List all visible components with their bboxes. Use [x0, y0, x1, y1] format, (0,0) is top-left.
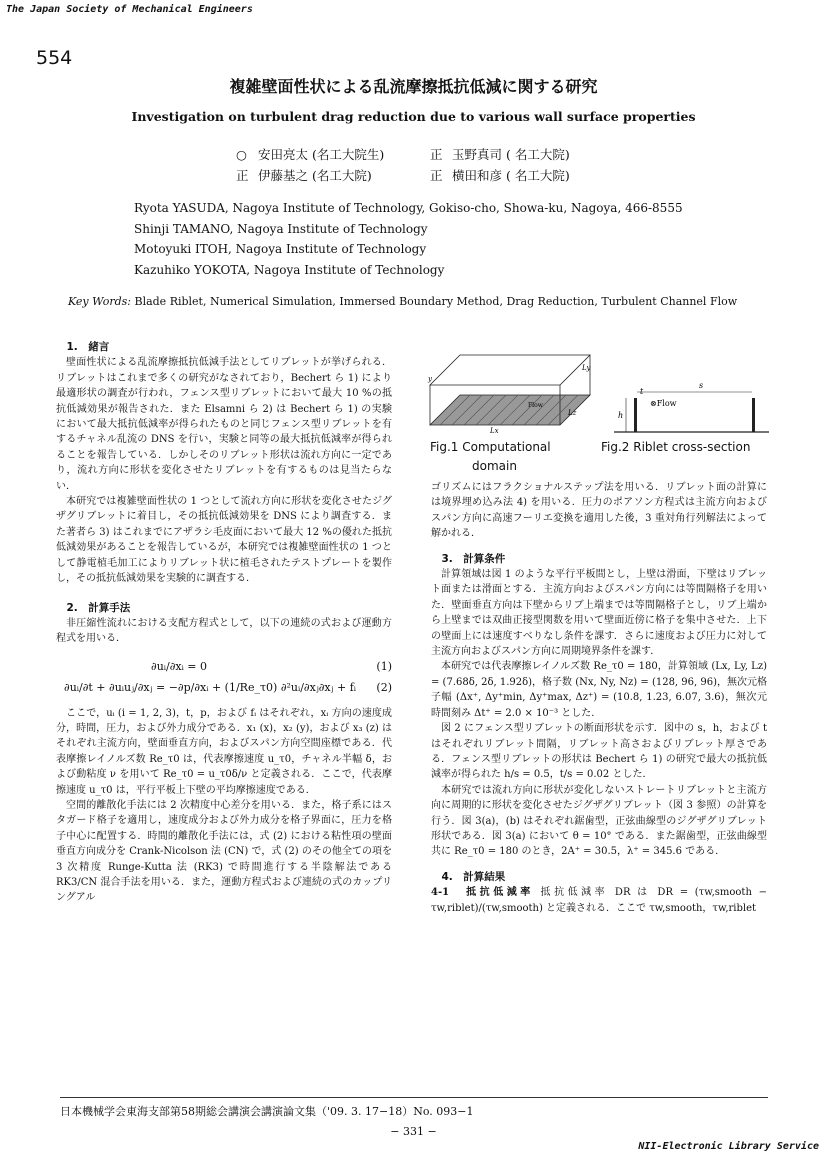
paragraph-text: 抵抗低減率 DR は DR = (τw,smooth − τw,riblet)/(τw,smooth) と定義される．ここで τw,smooth，τw,riblet	[431, 887, 767, 914]
figure-2-caption: Fig.2 Riblet cross-section	[601, 440, 751, 454]
section-4-heading: 4. 計算結果	[441, 870, 506, 883]
author-mark: 正	[430, 168, 443, 183]
paragraph	[431, 885, 767, 916]
equation-2-body: ∂uᵢ/∂t + ∂uᵢuⱼ/∂xⱼ = −∂p/∂xᵢ + (1/Re_τ0) ∂²uᵢ/∂xⱼ∂xⱼ + fᵢ	[64, 681, 357, 695]
footer-page-number: − 331 −	[390, 1125, 437, 1138]
s-label: s	[699, 381, 704, 390]
authors-japanese	[236, 144, 570, 186]
equation-1	[56, 659, 392, 674]
affiliation-line: Motoyuki ITOH, Nagoya Institute of Technology	[134, 242, 427, 256]
paragraph: 本研究では複雑壁面性状の 1 つとして流れ方向に形状を変化させたジグザグリブレットに着目し，その抵抗低減効果を DNS により調査する．また著者ら 3) はこれまでにアザラシ毛皮面において最大 12 %の優れた抵抗低減効果があることを報告しているが，本研究では複雑壁面性状の 1 つとして静電植毛加工によりリブレット状に植毛されたテストプレートを製作し，その抵抗低減効果を実験的に調査する．	[56, 496, 392, 585]
keywords-label: Key Words:	[68, 295, 131, 308]
footer-divider	[60, 1097, 768, 1098]
library-label: NII-Electronic Library Service	[638, 1141, 819, 1152]
keywords	[68, 295, 737, 308]
paragraph: 計算領域は図 1 のような平行平板間とし，上壁は滑面，下壁はリブレット面または滑面とする．主流方向およびスパン方向には等間隔格子を用いた．壁面垂直方向は下壁からリブ上端までは等間隔格子とし，リブ上端から上壁までは双曲正接型関数を用いて壁面近傍に格子を集中させた．上下の壁面上には速度すべりなし条件を課す．さらに速度および圧力に対して主流方向およびスパン方向に周期境界条件を課す．	[431, 569, 767, 658]
figure-1-caption-line: Fig.1 Computational	[430, 440, 551, 454]
author-mark: 正	[236, 168, 249, 183]
right-column	[431, 480, 767, 916]
paragraph: 本研究では流れ方向に形状が変化しないストレートリブレットと主流方向に周期的に形状を変化させたジグザグリブレット（図 3 参照）の計算を行う．図 3(a)，(b) はそれぞれ鋸歯型，正弦曲線型のジグザグリブレット形状である．図 3(a) において θ = 10° である．また鋸歯型，正弦曲線型共に Re_τ0 = 180 のとき，2A⁺ = 30.5，λ⁺ = 345.6 である．	[431, 784, 767, 858]
affiliation-line: Kazuhiko YOKOTA, Nagoya Institute of Technology	[134, 262, 445, 277]
title-japanese: 複雑壁面性状による乱流摩擦抵抗低減に関する研究	[229, 77, 598, 96]
figure-1	[430, 345, 600, 439]
lz-label: Lz	[568, 409, 577, 417]
y-axis-label: y	[428, 375, 432, 383]
affiliations	[134, 198, 683, 280]
flow-direction-label: ⊗Flow	[650, 399, 677, 408]
author-row-2	[236, 165, 570, 186]
page-number: 554	[36, 47, 73, 69]
equation-2-number: (2)	[376, 681, 392, 695]
section-2-heading: 2. 計算手法	[66, 601, 131, 614]
author-name: 横田和彦 ( 名工大院)	[452, 168, 570, 183]
society-name: The Japan Society of Mechanical Engineers	[6, 4, 253, 15]
flow-label: Flow	[528, 402, 543, 409]
riblet-cross-section-diagram	[604, 374, 774, 436]
affiliation-line: Shinji TAMANO, Nagoya Institute of Technology	[134, 221, 428, 236]
author-name: 伊藤基之 (名工大院)	[258, 168, 372, 183]
title-english: Investigation on turbulent drag reduction due to various wall surface properties	[131, 109, 696, 124]
equation-2	[56, 680, 392, 695]
figure-2	[604, 374, 774, 440]
subsection-4-1-heading: 4-1 抵抗低減率	[431, 887, 534, 899]
computational-domain-diagram	[430, 345, 600, 435]
paragraph: 図 2 にフェンス型リブレットの断面形状を示す．図中の s，h，および t はそれぞれリブレット間隔，リブレット高さおよびリブレット厚さである．フェンス型リブレットの形状は Bechert ら 1) の研究で最大の抵抗低減率が得られた h/s = 0.5，t/s = 0.02 とした．	[431, 723, 767, 781]
equation-1-number: (1)	[376, 659, 392, 673]
paragraph: 空間的離散化手法には 2 次精度中心差分を用いる．また，格子系にはスタガード格子を適用し，速度成分および外力成分を格子界面に，圧力を格子中心に配置する．時間的離散化手法には，式 (2) における粘性項の壁面垂直方向成分を Crank-Nicolson 法 (CN) で，式 (2) のその他全ての項を 3 次精度 Runge-Kutta 法 (RK3) で時間進行する半陰解法である RK3/CN 混合手法を用いる．また，運動方程式および連続の式のカップリングアル	[56, 799, 392, 904]
author-mark: 正	[430, 147, 443, 162]
section-1-heading: 1. 緒言	[66, 341, 110, 353]
keywords-text: Blade Riblet, Numerical Simulation, Immersed Boundary Method, Drag Reduction, Turbulent Channel Flow	[134, 295, 738, 308]
author-row-1	[236, 144, 570, 165]
author-name: 安田亮太 (名工大院生)	[258, 147, 385, 162]
paragraph: 本研究では代表摩擦レイノルズ数 Re_τ0 = 180，計算領域 (Lx, Ly, Lz) = (7.68δ, 2δ, 1.92δ)，格子数 (Nx, Ny, Nz) = (128, 96, 96)，無次元格子幅 (Δx⁺, Δy⁺min, Δy⁺max, Δz⁺) = (10.8, 1.23, 6.07, 3.6)，無次元時間刻み Δt⁺ = 2.0 × 10⁻³ とした．	[431, 661, 767, 719]
section-3-heading: 3. 計算条件	[441, 552, 506, 565]
paragraph: ゴリズムにはフラクショナルステップ法を用いる．リブレット面の計算には境界埋め込み法 4) を用いる．圧力のポアソン方程式は主流方向およびスパン方向に高速フーリエ変換を適用した後，3 重対角行列解法によって解かれる．	[431, 482, 767, 540]
left-column	[56, 340, 392, 906]
paragraph: 壁面性状による乱流摩擦抵抗低減手法としてリブレットが挙げられる．リブレットはこれまで多くの研究がなされており，Bechert ら 1) により最適形状の調査が行われ，フェンス型リブレットにおいて最大 10 %の抵抗低減効果が報告された．また Elsamni ら 2) は Bechert ら 1) の実験において最大抵抗低減率が得られたものと同じフェンス型リブレットを有するチャネル乱流の DNS を行い，実験と同等の最大抵抗低減率が得られることを報告している．しかしそのリブレット形状は流れ方向に一定であり，流れ方向に形状を変化させたリブレットを有するものは見当たらない．	[56, 357, 392, 492]
author-mark: ○	[236, 147, 247, 162]
figure-1-caption-line: domain	[472, 459, 517, 473]
proceedings-footer: 日本機械学会東海支部第58期総会講演会講演論文集（'09. 3. 17−18）No. 093−1	[60, 1105, 474, 1118]
h-label: h	[618, 411, 624, 420]
paragraph: 非圧縮性流れにおける支配方程式として，以下の連続の式および運動方程式を用いる．	[56, 617, 392, 645]
paragraph: ここで，uᵢ (i = 1, 2, 3)，t，p，および fᵢ はそれぞれ，xᵢ 方向の速度成分，時間，圧力，および外力成分である．x₁ (x)，x₂ (y)，および x₃ (z) はそれぞれ主流方向，壁面垂直方向，およびスパン方向空間座標である．代表摩擦レイノルズ数 Re_τ0 は，代表摩擦速度 u_τ0，チャネル半幅 δ，および動粘度 ν を用いて Re_τ0 = u_τ0δ/ν と定義される．ここで，代表摩擦速度 u_τ0 は，平行平板上下壁の平均摩擦速度である．	[56, 707, 392, 796]
author-name: 玉野真司 ( 名工大院)	[452, 147, 570, 162]
figure-1-caption	[430, 438, 551, 476]
t-label: t	[640, 387, 644, 396]
ly-label: Ly	[582, 364, 591, 372]
equation-1-body: ∂uᵢ/∂xᵢ = 0	[151, 659, 208, 673]
lx-label: Lx	[490, 427, 499, 435]
affiliation-line: Ryota YASUDA, Nagoya Institute of Technology, Gokiso-cho, Showa-ku, Nagoya, 466-8555	[134, 201, 683, 215]
